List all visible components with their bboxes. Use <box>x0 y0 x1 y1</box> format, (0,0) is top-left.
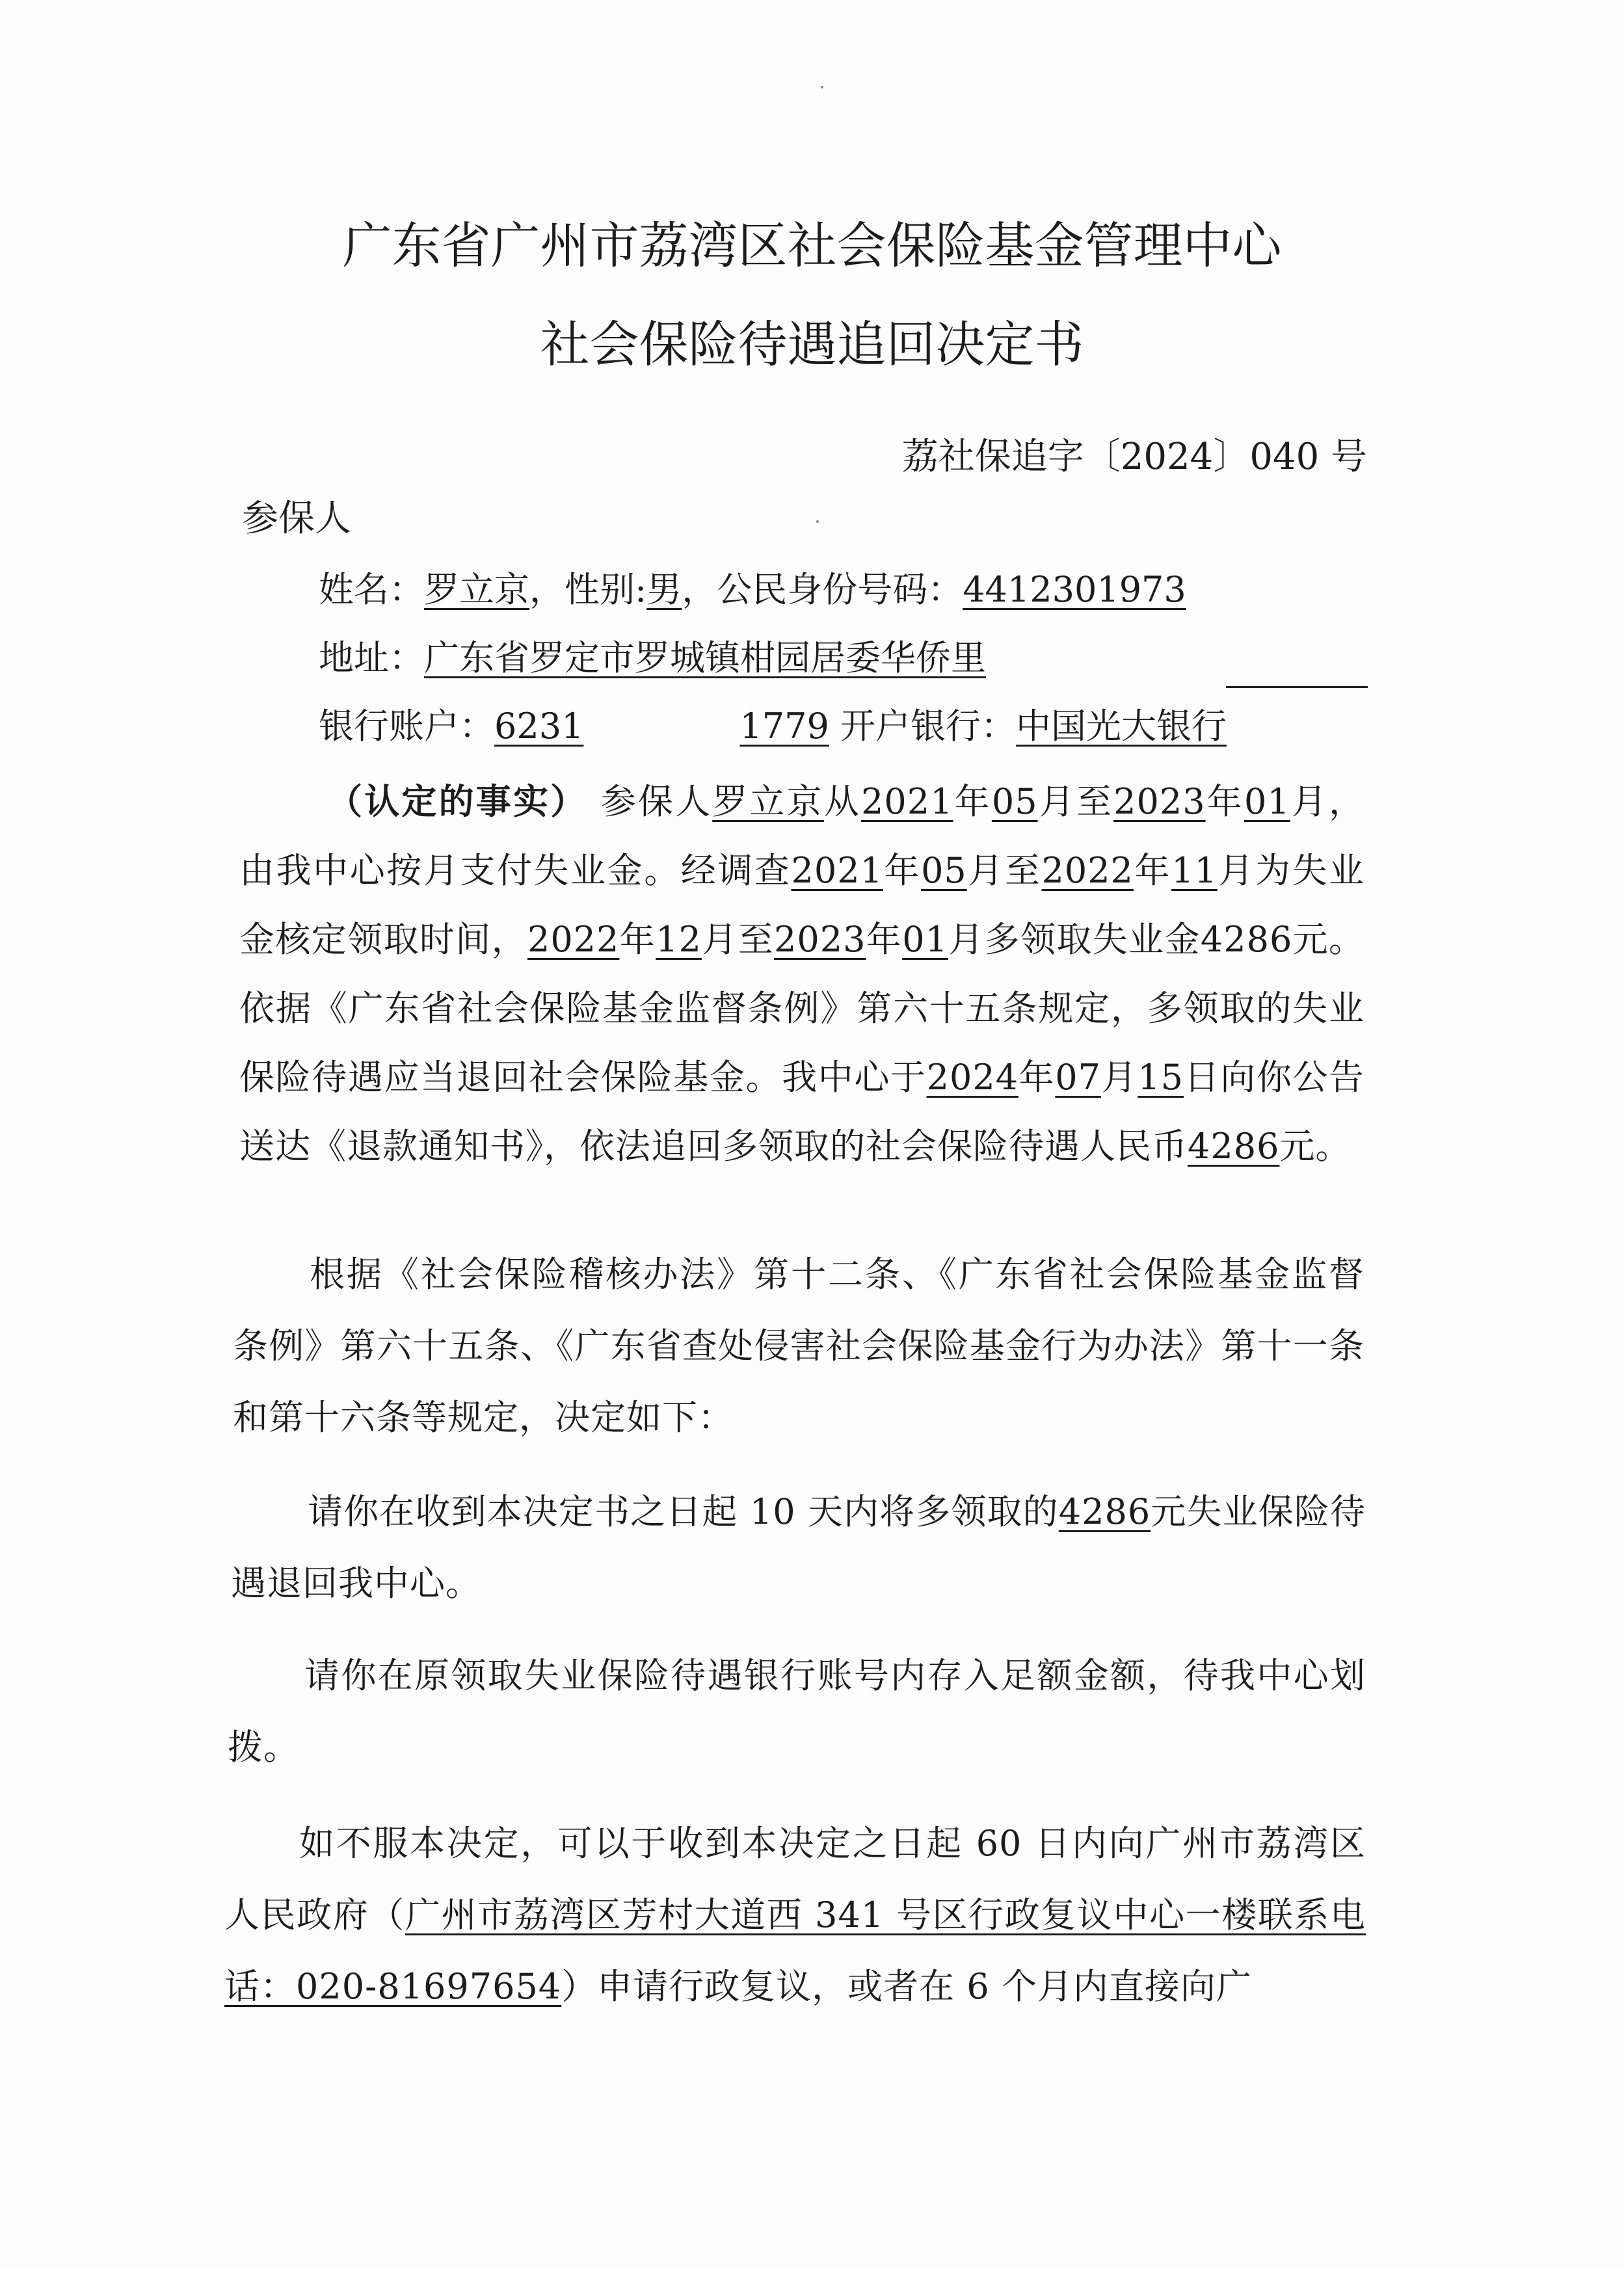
scan-speck <box>816 520 819 523</box>
review-center-address: 广州市荔湾区芳村大道西 341 号区行政复议中心一楼联系电话：020-81697654 <box>224 1894 1366 2007</box>
recovery-amount: 4286 <box>1188 1126 1280 1167</box>
address-value: 广东省罗定市罗城镇柑园居委华侨里 <box>424 637 986 678</box>
name-label: 姓名： <box>319 569 424 610</box>
insured-name-line <box>319 569 1186 610</box>
name-value: 罗立京 <box>424 569 529 610</box>
bank-deposit-paragraph: 请你在原领取失业保险待遇银行账号内存入足额金额，待我中心划拨。 <box>228 1655 1366 1768</box>
id-label: ，公民身份号码： <box>682 569 963 610</box>
insured-address-line <box>319 637 986 678</box>
account-label: 银行账户： <box>319 706 494 747</box>
address-underline <box>1226 686 1368 688</box>
document-title: 社会保险待遇追回决定书 <box>540 315 1084 373</box>
org-title: 广东省广州市荔湾区社会保险基金管理中心 <box>342 217 1282 274</box>
gender-label: ，性别: <box>529 569 647 610</box>
appeal-paragraph: 如不服本决定，可以于收到本决定之日起 60 日内向广州市荔湾区人民政府（广州市荔湾区芳村大道西 341 号区行政复议中心一楼联系电话：020-81697654）申请行政复议，或者在 6 个月内直接向广 <box>224 1823 1366 2007</box>
address-label: 地址： <box>319 637 424 678</box>
gender-value: 男 <box>646 569 682 610</box>
insured-heading: 参保人 <box>242 498 351 540</box>
account-start: 6231 <box>494 706 584 747</box>
decision-paragraph: 请你在收到本决定书之日起 10 天内将多领取的4286元失业保险待遇退回我中心。 <box>231 1491 1366 1604</box>
facts-paragraph: （认定的事实） 参保人罗立京从2021年05月至2023年01月，由我中心按月支付失业金。经调查2021年05月至2022年11月为失业金核定领取时间，2022年12月至2023年01月多领取失业金4286元。依据《广东省社会保险基金监督条例》第六十五条规定，多领取的失业保险待遇应当退回社会保险基金。我中心于2024年07月15日向你公告送达《退款通知书》，依法追回多领取的社会保险待遇人民币4286元。 <box>239 781 1365 1167</box>
decision-amount: 4286 <box>1058 1491 1151 1532</box>
document-number: 荔社保追字〔2024〕040 号 <box>901 436 1367 478</box>
facts-heading: （认定的事实） <box>327 781 588 822</box>
overpaid-amount: 4286 <box>1200 919 1293 960</box>
bank-label: 开户银行： <box>840 706 1017 747</box>
id-value: 4412301973 <box>963 569 1186 610</box>
bank-value: 中国光大银行 <box>1016 706 1227 747</box>
insured-bank-line <box>319 706 1298 747</box>
account-end: 1779 <box>739 706 829 747</box>
scan-speck <box>821 86 823 88</box>
basis-paragraph: 根据《社会保险稽核办法》第十二条、《广东省社会保险基金监督条例》第六十五条、《广东省查处侵害社会保险基金行为办法》第十一条和第十六条等规定，决定如下： <box>233 1254 1364 1438</box>
